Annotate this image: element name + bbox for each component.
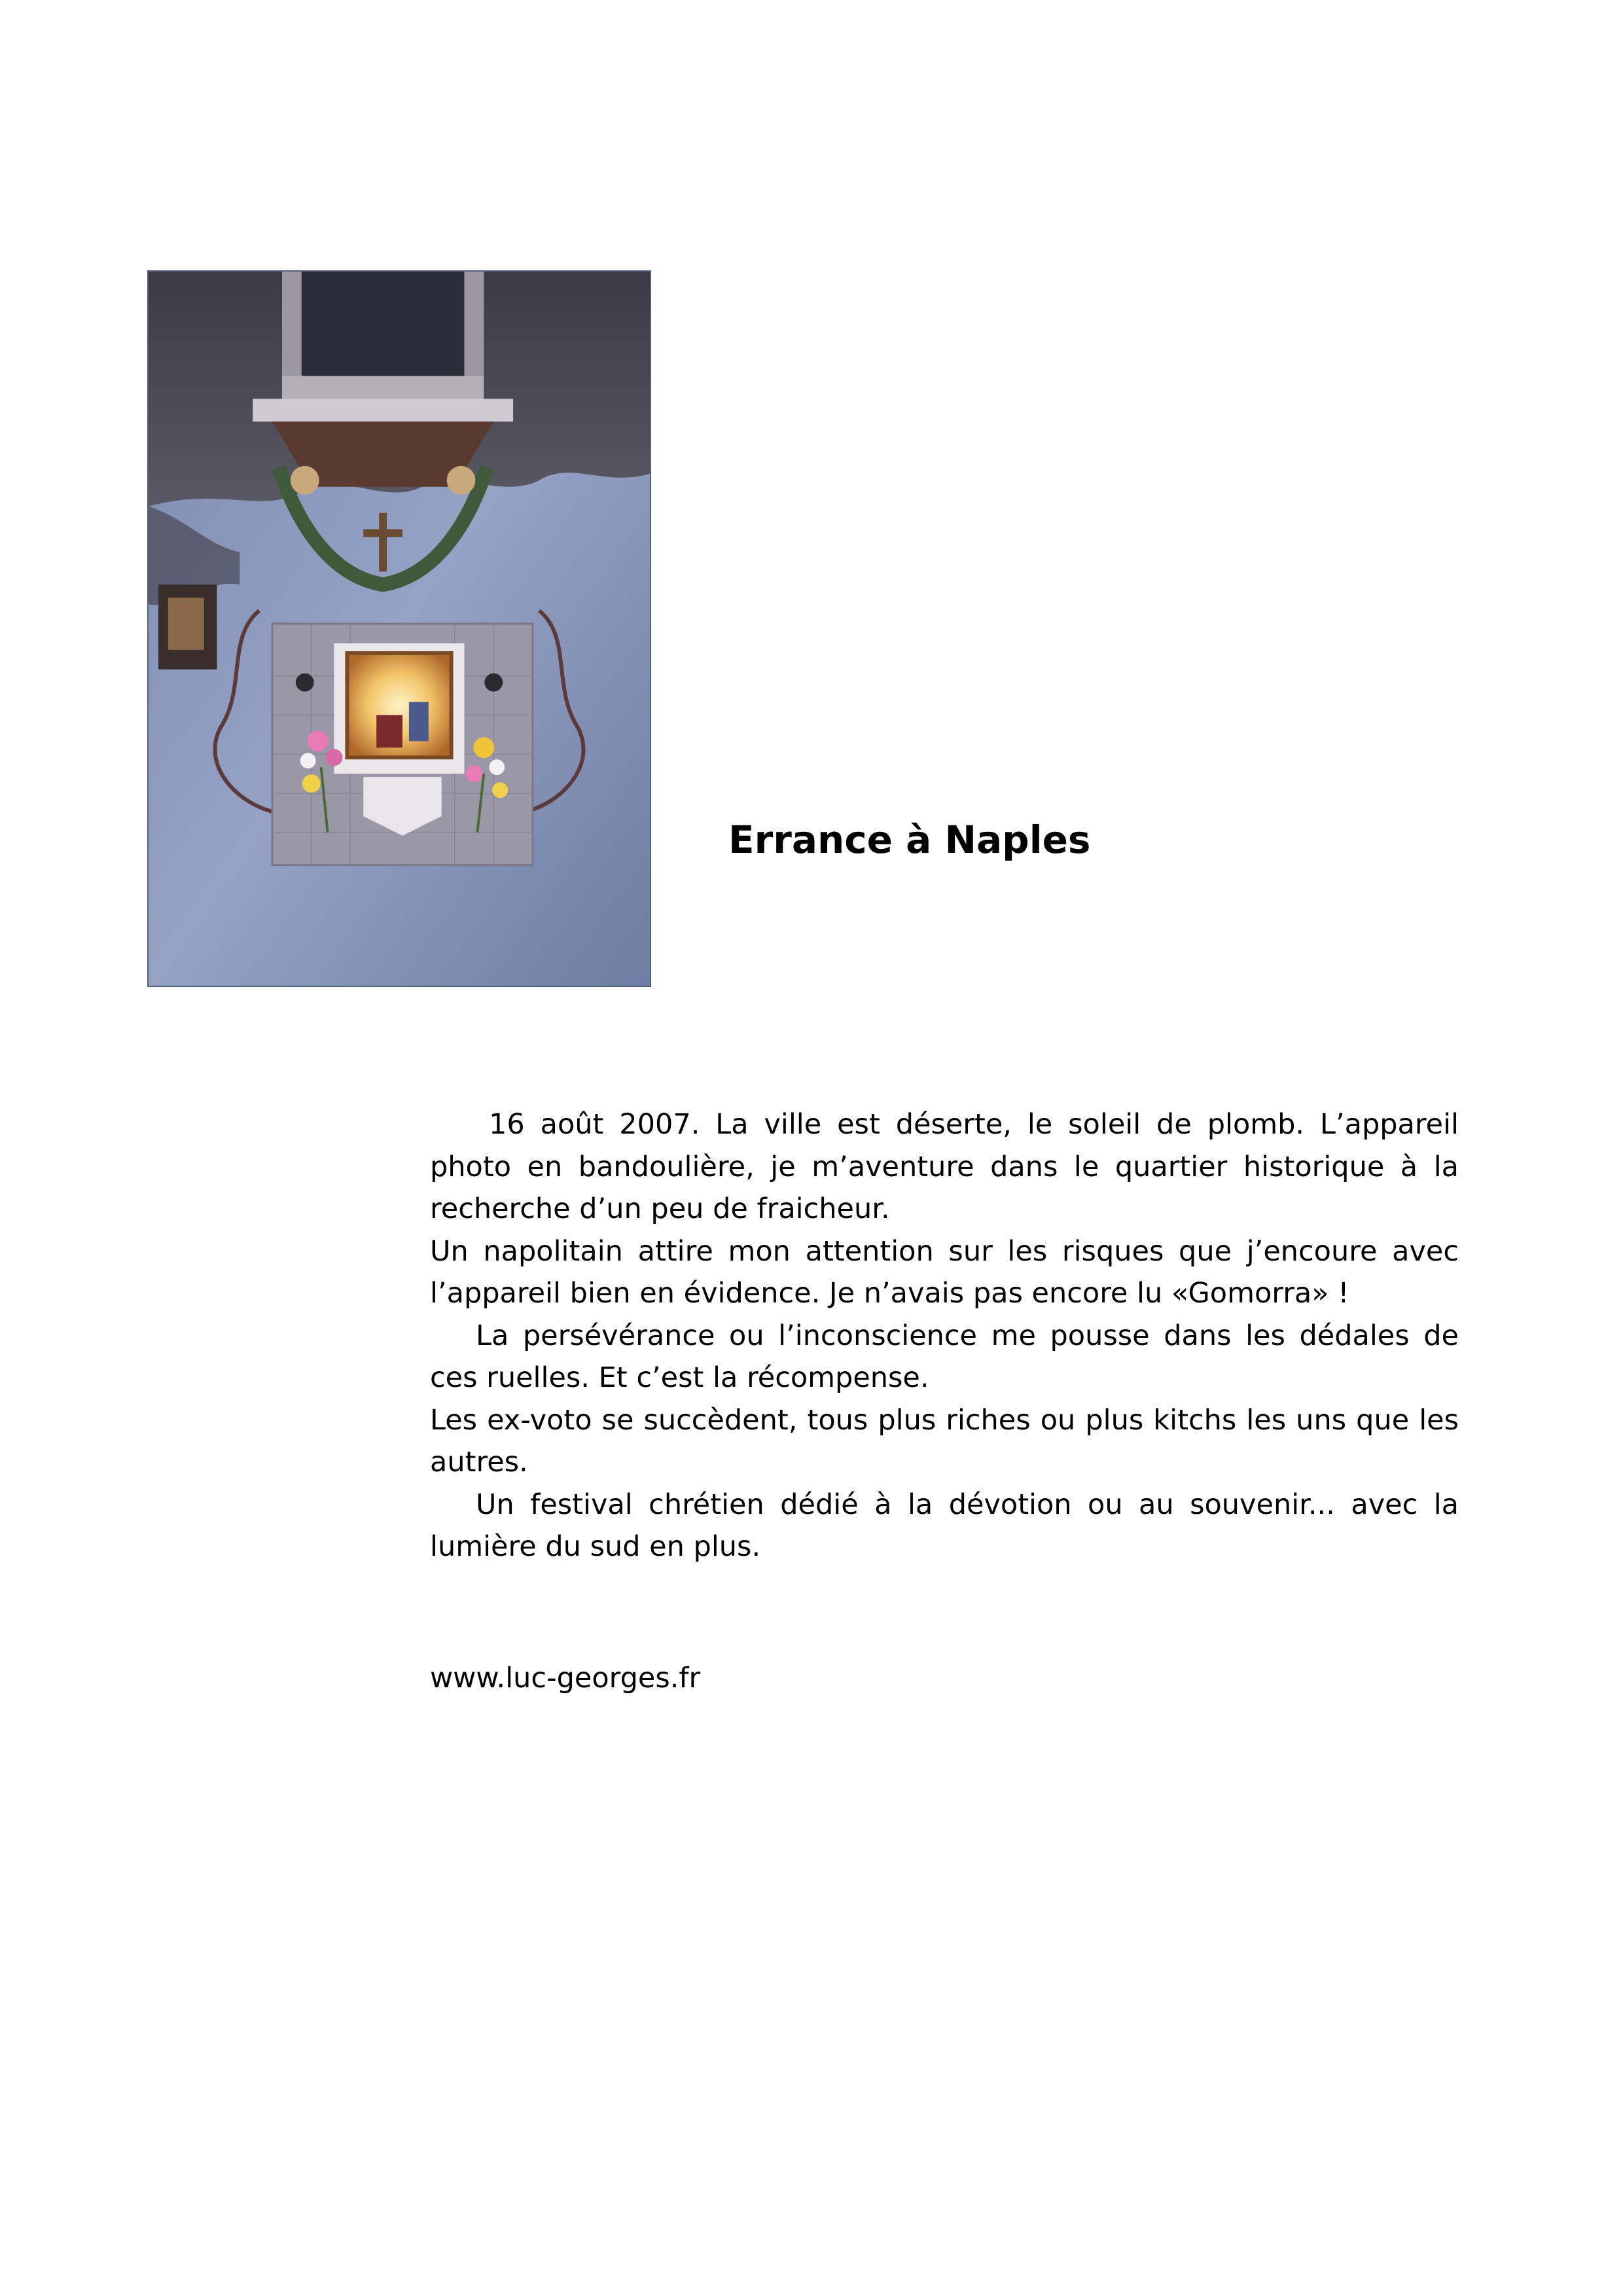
page-title: Errance à Naples	[728, 817, 1091, 862]
paragraph: Un napolitain attire mon attention sur les risques que j’encoure avec l’appareil bien en évidence. Je n’avais pas encore lu «Gomorra» !	[430, 1234, 1459, 1310]
shrine-photo-illustration	[149, 272, 650, 986]
paragraph: Un festival chrétien dédié à la dévotion ou au souvenir... avec la lumière du sud en plus.	[430, 1488, 1459, 1563]
shrine-photo	[147, 270, 651, 987]
body-text	[430, 1103, 1459, 1568]
paragraph: Les ex-voto se succèdent, tous plus riches ou plus kitchs les uns que les autres.	[430, 1403, 1459, 1479]
website-url: www.luc-georges.fr	[430, 1662, 701, 1695]
paragraph: 16 août 2007. La ville est déserte, le soleil de plomb. L’appareil photo en bandoulière, je m’aventure dans le quartier historique à la recherche d’un peu de fraicheur.	[430, 1108, 1459, 1225]
paragraph: La persévérance ou l’inconscience me pousse dans les dédales de ces ruelles. Et c’est la récompense.	[430, 1319, 1459, 1394]
